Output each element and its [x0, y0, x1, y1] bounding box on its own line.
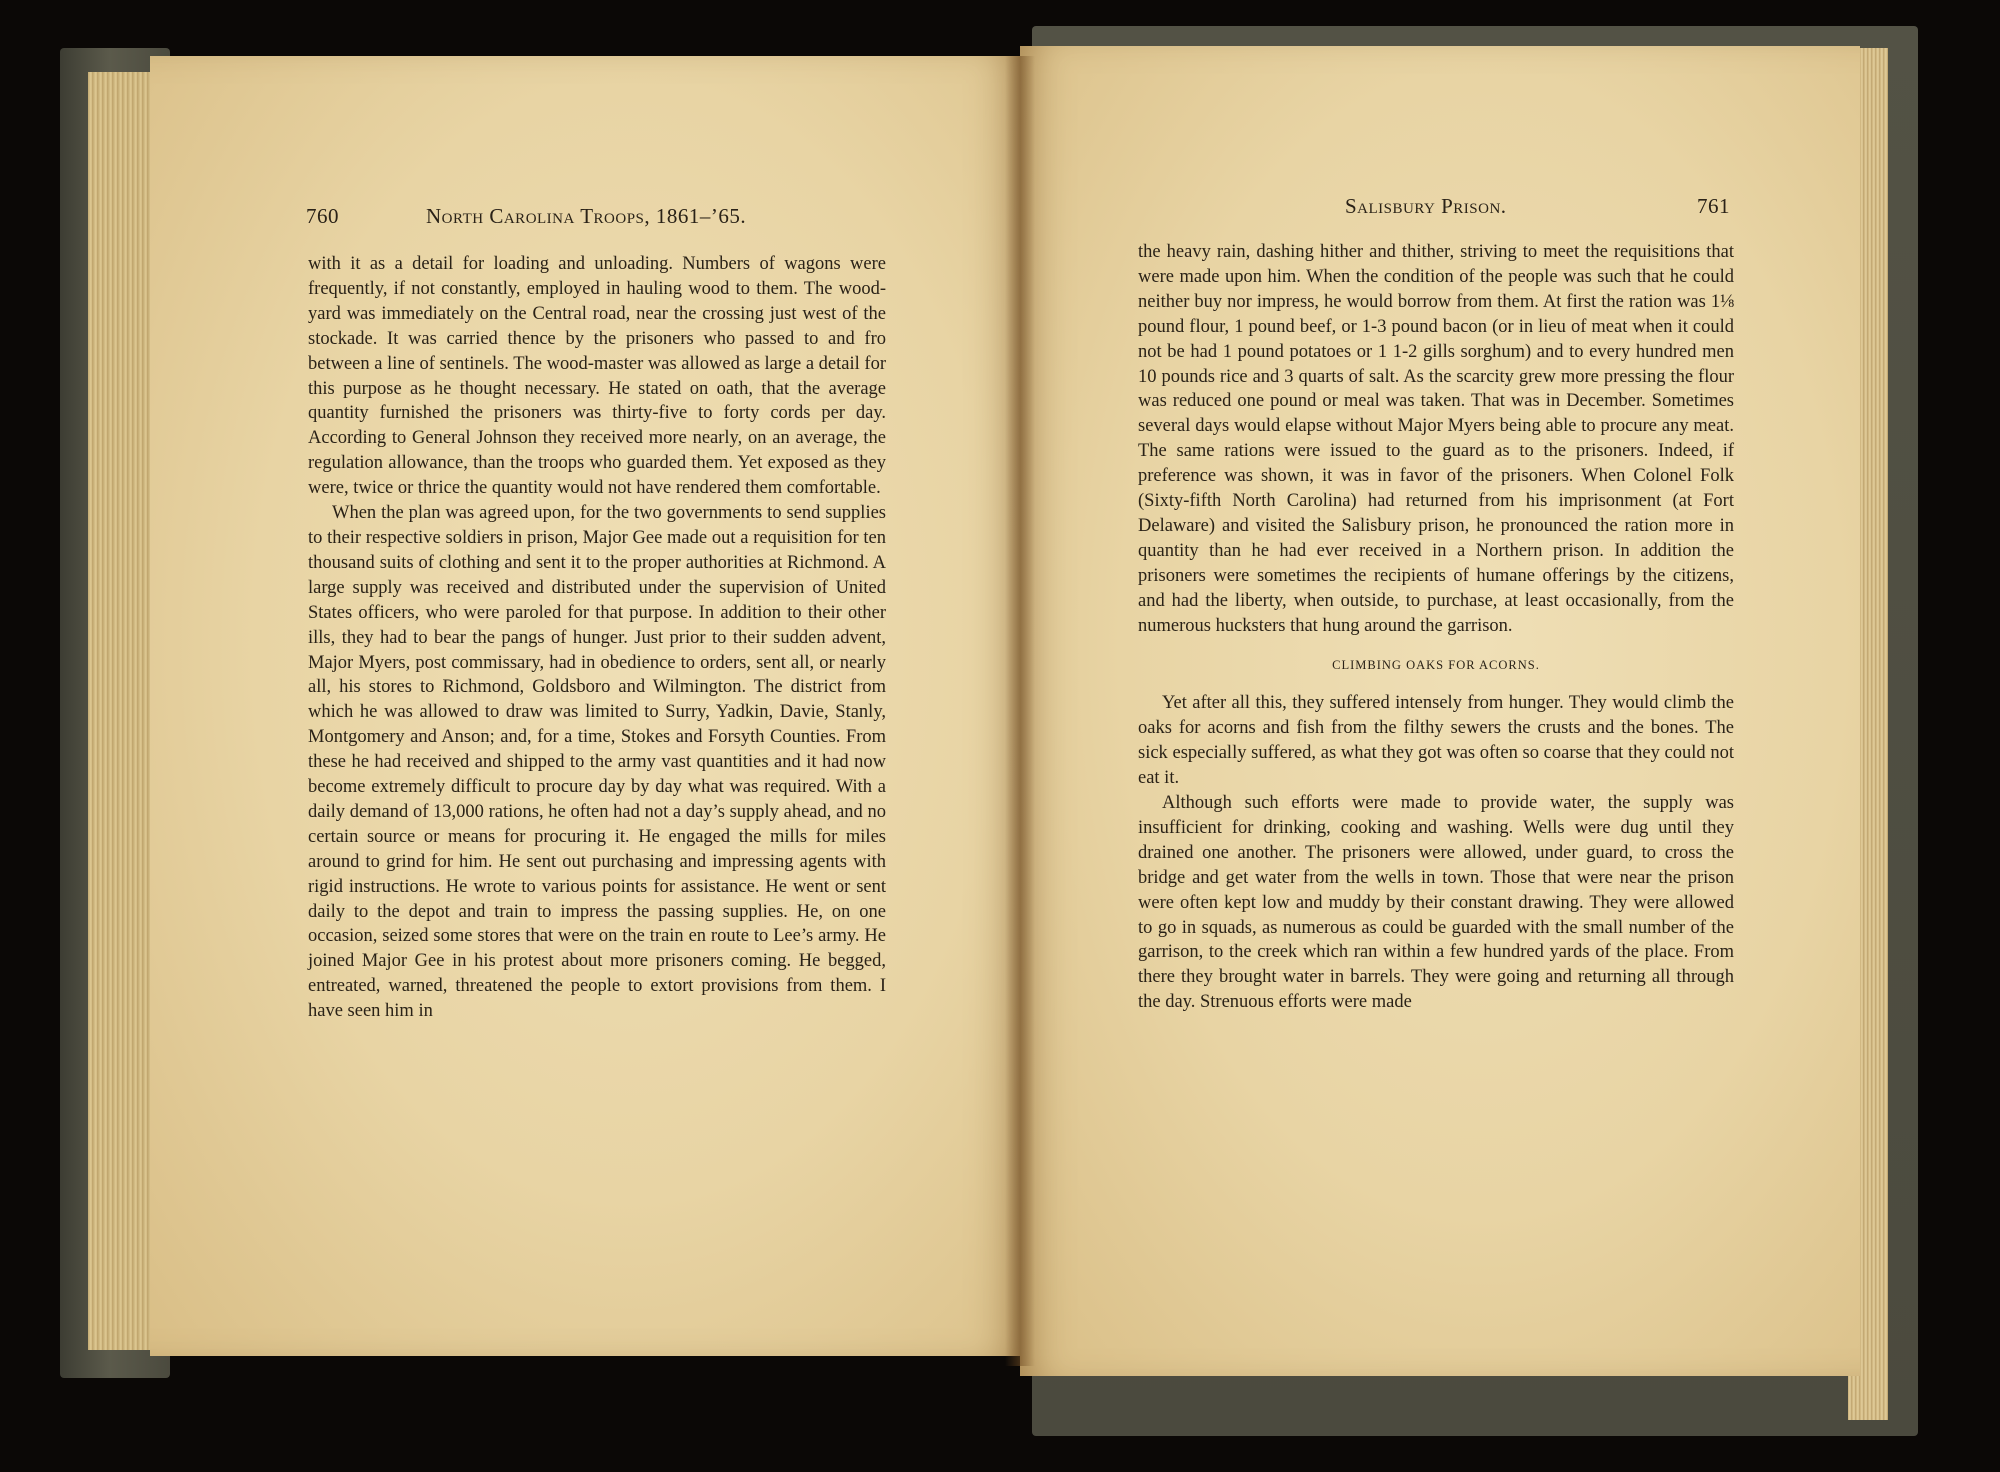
right-paragraph-1: the heavy rain, dashing hither and thither, striving to meet the requisitions that were made upon him. When the condition of the people was such that he could neither buy nor impress, he would borrow from them. At first the ration was 1⅛ pound flour, 1 pound beef, or 1-3 pound bacon (or in lieu of meat when it could not be had 1 pound potatoes or 1 1-2 gills sorghum) and to every hundred men 10 pounds rice and 3 quarts of salt. As the scarcity grew more pressing the flour was reduced one pound or meal was taken. That was in December. Sometimes several days would elapse without Major Myers being able to procure any meat. The same rations were issued to the guard as to the prisoners. Indeed, if preference was shown, it was in favor of the prisoners. When Colonel Folk (Sixty-fifth North Carolina) had returned from his imprisonment (at Fort Delaware) and visited the Salisbury prison, he pronounced the ration more in quantity than he had ever received in a Northern prison. In addition the prisoners were sometimes the recipients of humane offerings by the citizens, and had the liberty, when outside, to purchase, at least occasionally, from the numerous hucksters that hung around the garrison.: [1138, 242, 1734, 636]
section-subheading: CLIMBING OAKS FOR ACORNS.: [1332, 657, 1540, 672]
left-page: [150, 56, 1020, 1356]
left-page-body: [308, 252, 886, 1024]
right-running-head: Salisbury Prison.: [1345, 194, 1507, 218]
left-paragraph-1: with it as a detail for loading and unloading. Numbers of wagons were frequently, if not constantly, employed in hauling wood to them. The wood-yard was immediately on the Central road, near the crossing just west of the stockade. It was carried thence by the prisoners who passed to and fro between a line of sentinels. The wood-master was allowed as large a detail for this purpose as he thought necessary. He stated on oath, that the average quantity furnished the prisoners was thirty-five to forty cords per day. According to General Johnson they received more nearly, on an average, the regulation allowance, than the troops who guarded them. Yet exposed as they were, twice or thrice the quantity would not have rendered them comfortable.: [308, 254, 886, 499]
right-page-body: [1138, 240, 1734, 1015]
right-page-number: 761: [1697, 194, 1730, 218]
left-paragraph-2: When the plan was agreed upon, for the two governments to send supplies to their respective soldiers in prison, Major Gee made out a requisition for ten thousand suits of clothing and sent it to the proper authorities at Richmond. A large supply was received and distributed under the supervision of United States officers, who were paroled for that purpose. In addition to their other ills, they had to bear the pangs of hunger. Just prior to their sudden advent, Major Myers, post commissary, had in obedience to orders, sent all, or nearly all, his stores to Richmond, Goldsboro and Wilmington. The district from which he was allowed to draw was limited to Surry, Yadkin, Davie, Stanly, Montgomery and Anson; and, for a time, Stokes and Forsyth Counties. From these he had received and shipped to the army vast quantities and it had now become extremely difficult to procure day by day what was required. With a daily demand of 13,000 rations, he often had not a day’s supply ahead, and no certain source or means for procuring it. He engaged the mills for miles around to grind for him. He sent out purchasing and impressing agents with rigid instructions. He wrote to various points for assistance. He went or sent daily to the depot and train to impress the passing supplies. He, on one occasion, seized some stores that were on the train en route to Lee’s army. He joined Major Gee in his protest about more prisoners coming. He begged, entreated, warned, threatened the people to extort provisions from them. I have seen him in: [308, 503, 886, 1022]
right-paragraph-2: Yet after all this, they suffered intensely from hunger. They would climb the oaks for acorns and fish from the filthy sewers the crusts and the bones. The sick especially suffered, as what they got was often so coarse that they could not eat it.: [1138, 693, 1734, 789]
right-page: [1020, 46, 1860, 1376]
book-gutter: [1005, 56, 1035, 1366]
right-paragraph-3: Although such efforts were made to provide water, the supply was insufficient for drinking, cooking and washing. Wells were dug until they drained one another. The prisoners were allowed, under guard, to cross the bridge and get water from the wells in town. Those that were near the prison were often kept low and muddy by their constant drawing. They were allowed to go in squads, as numerous as could be guarded with the small number of the garrison, to the creek which ran within a few hundred yards of the place. From there they brought water in barrels. They were going and returning all through the day. Strenuous efforts were made: [1138, 793, 1734, 1013]
left-running-head: North Carolina Troops, 1861–’65.: [426, 204, 747, 228]
left-page-number: 760: [306, 204, 339, 228]
